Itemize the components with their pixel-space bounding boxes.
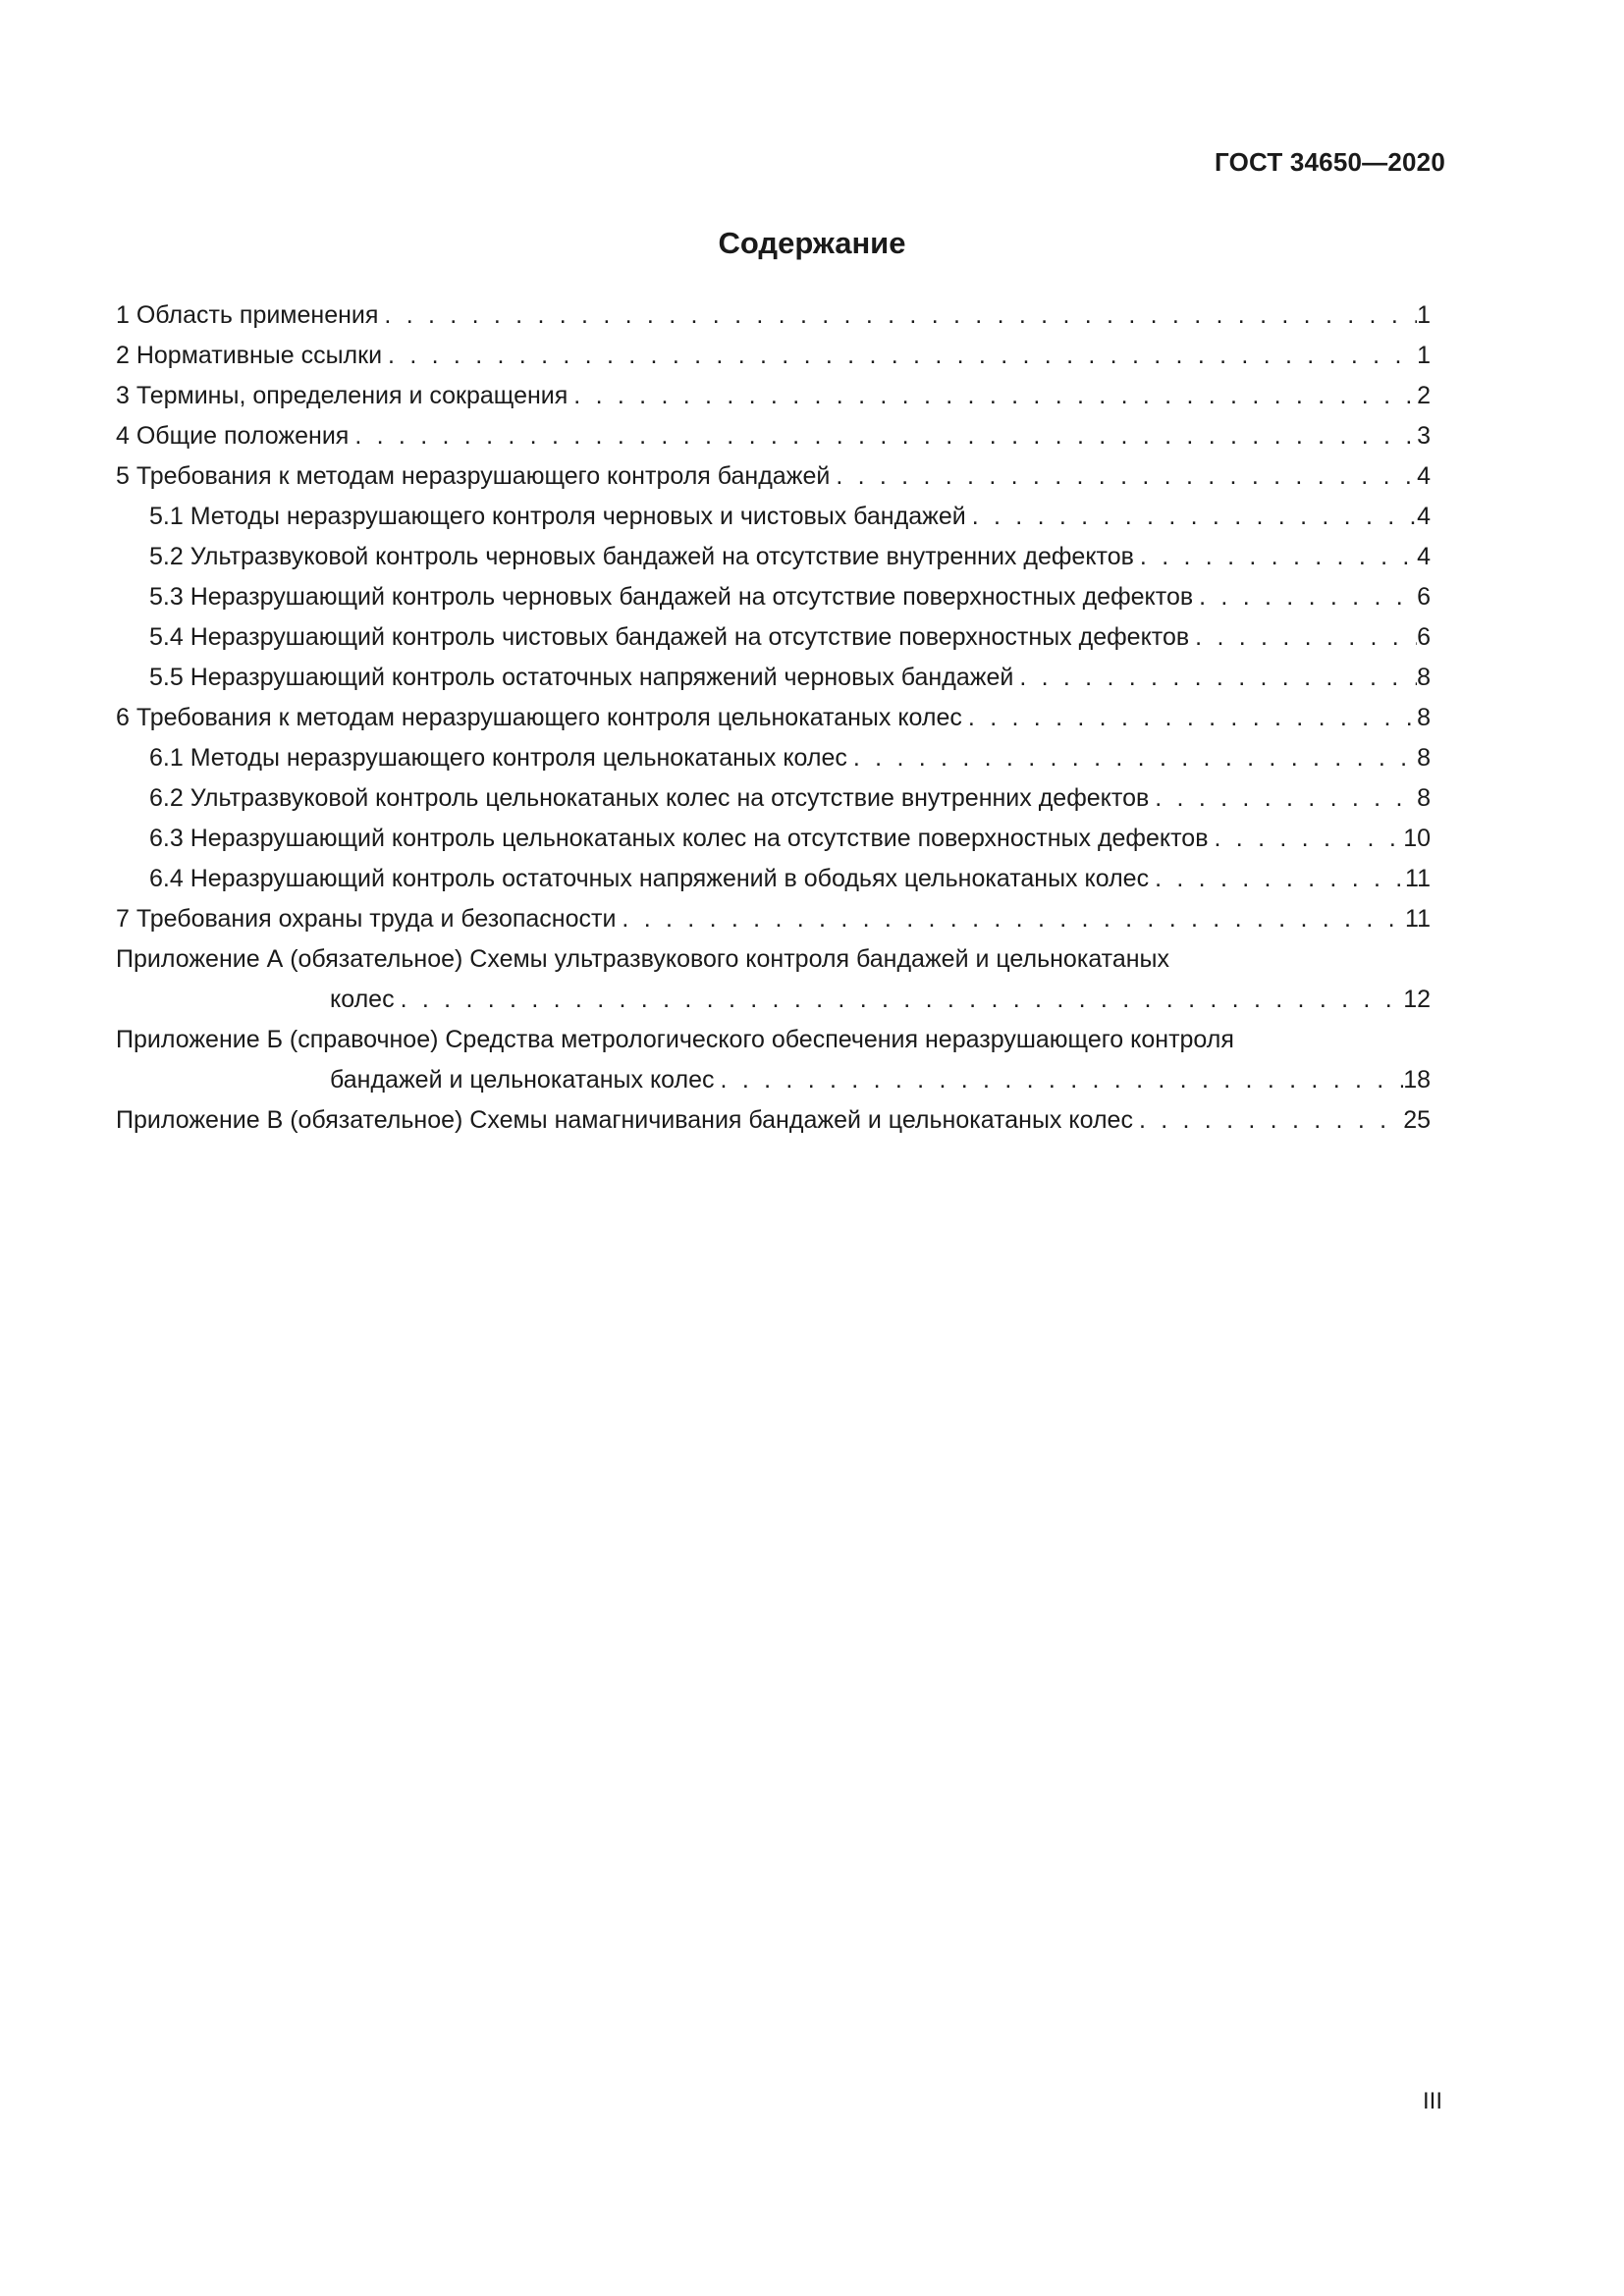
toc-entry-6[interactable] <box>116 698 1431 738</box>
toc-entry-appendix-a[interactable] <box>116 939 1431 1020</box>
toc-entry-text: 6.1 Методы неразрушающего контроля цельнокатаных колес <box>149 744 847 772</box>
page-number: III <box>1422 2088 1442 2114</box>
toc-leader-dots <box>1149 859 1405 899</box>
toc-leader-dots <box>349 416 1417 456</box>
toc-entry-page: 12 <box>1403 986 1431 1013</box>
toc-entry-text: 1 Область применения <box>116 301 379 329</box>
toc-leader-dots <box>966 497 1417 537</box>
toc-entry-page: 6 <box>1417 583 1431 611</box>
toc-entry-7[interactable] <box>116 899 1431 939</box>
toc-entry-text-line2: бандажей и цельнокатаных колес <box>330 1066 715 1094</box>
toc-entry-text: 3 Термины, определения и сокращения <box>116 382 568 409</box>
table-of-contents <box>116 295 1431 1141</box>
toc-entry-text: 5.5 Неразрушающий контроль остаточных напряжений черновых бандажей <box>149 664 1014 691</box>
toc-entry-page: 8 <box>1417 664 1431 691</box>
toc-entry-page: 11 <box>1405 865 1431 892</box>
toc-leader-dots <box>1193 577 1417 617</box>
toc-entry-text: 6.4 Неразрушающий контроль остаточных напряжений в ободьях цельнокатаных колес <box>149 865 1150 892</box>
toc-entry-5-3[interactable] <box>116 577 1431 617</box>
toc-entry-text: 5.1 Методы неразрушающего контроля черновых и чистовых бандажей <box>149 503 966 530</box>
toc-leader-dots <box>382 336 1417 376</box>
toc-entry-6-3[interactable] <box>116 819 1431 859</box>
toc-entry-5[interactable] <box>116 456 1431 497</box>
toc-leader-dots <box>847 738 1417 778</box>
toc-entry-page: 10 <box>1403 825 1431 852</box>
toc-entry-text: 7 Требования охраны труда и безопасности <box>116 905 617 933</box>
toc-entry-page: 4 <box>1417 503 1431 530</box>
toc-entry-5-2[interactable] <box>116 537 1431 577</box>
toc-entry-6-1[interactable] <box>116 738 1431 778</box>
toc-leader-dots <box>830 456 1417 497</box>
toc-entry-4[interactable] <box>116 416 1431 456</box>
toc-leader-dots <box>1208 819 1403 859</box>
toc-leader-dots <box>962 698 1417 738</box>
toc-entry-text: 6.3 Неразрушающий контроль цельнокатаных колес на отсутствие поверхностных дефектов <box>149 825 1209 852</box>
toc-leader-dots <box>715 1060 1404 1100</box>
toc-leader-dots <box>1134 537 1417 577</box>
toc-leader-dots <box>1133 1100 1403 1141</box>
toc-entry-page: 1 <box>1417 342 1431 369</box>
toc-leader-dots <box>616 899 1405 939</box>
toc-entry-page: 4 <box>1417 543 1431 570</box>
document-code: ГОСТ 34650—2020 <box>1215 147 1445 177</box>
toc-entry-page: 8 <box>1417 744 1431 772</box>
toc-entry-page: 1 <box>1417 301 1431 329</box>
toc-entry-text: 6 Требования к методам неразрушающего контроля цельнокатаных колес <box>116 704 962 731</box>
toc-entry-page: 4 <box>1417 462 1431 490</box>
toc-entry-5-4[interactable] <box>116 617 1431 658</box>
toc-leader-dots <box>568 376 1417 416</box>
toc-leader-dots <box>1013 658 1417 698</box>
toc-leader-dots <box>1149 778 1417 819</box>
toc-title: Содержание <box>718 226 906 260</box>
toc-entry-text: 5 Требования к методам неразрушающего контроля бандажей <box>116 462 831 490</box>
toc-entry-page: 2 <box>1417 382 1431 409</box>
toc-entry-6-2[interactable] <box>116 778 1431 819</box>
toc-entry-text-line1: Приложение Б (справочное) Средства метрологического обеспечения неразрушающего контроля <box>116 1026 1234 1053</box>
toc-entry-text: 5.4 Неразрушающий контроль чистовых бандажей на отсутствие поверхностных дефектов <box>149 623 1190 651</box>
toc-entry-2[interactable] <box>116 336 1431 376</box>
toc-entry-page: 8 <box>1417 784 1431 812</box>
toc-entry-1[interactable] <box>116 295 1431 336</box>
toc-entry-page: 18 <box>1403 1066 1431 1094</box>
toc-entry-page: 11 <box>1405 905 1431 933</box>
toc-entry-text-line1: Приложение А (обязательное) Схемы ультразвукового контроля бандажей и цельнокатаных <box>116 945 1170 973</box>
toc-entry-page: 8 <box>1417 704 1431 731</box>
toc-leader-dots <box>378 295 1417 336</box>
toc-entry-text: 6.2 Ультразвуковой контроль цельнокатаных колес на отсутствие внутренних дефектов <box>149 784 1150 812</box>
toc-entry-text: Приложение В (обязательное) Схемы намагничивания бандажей и цельнокатаных колес <box>116 1106 1133 1134</box>
toc-entry-text: 2 Нормативные ссылки <box>116 342 383 369</box>
toc-entry-5-5[interactable] <box>116 658 1431 698</box>
toc-entry-text: 4 Общие положения <box>116 422 350 450</box>
toc-entry-5-1[interactable] <box>116 497 1431 537</box>
toc-entry-text-line2: колес <box>330 986 395 1013</box>
toc-entry-appendix-b[interactable] <box>116 1020 1431 1100</box>
toc-leader-dots <box>395 980 1404 1020</box>
toc-entry-appendix-v[interactable] <box>116 1100 1431 1141</box>
toc-entry-page: 3 <box>1417 422 1431 450</box>
toc-entry-page: 25 <box>1403 1106 1431 1134</box>
toc-entry-3[interactable] <box>116 376 1431 416</box>
toc-entry-page: 6 <box>1417 623 1431 651</box>
toc-leader-dots <box>1189 617 1417 658</box>
toc-entry-6-4[interactable] <box>116 859 1431 899</box>
toc-entry-text: 5.2 Ультразвуковой контроль черновых бандажей на отсутствие внутренних дефектов <box>149 543 1134 570</box>
toc-entry-text: 5.3 Неразрушающий контроль черновых бандажей на отсутствие поверхностных дефектов <box>149 583 1194 611</box>
